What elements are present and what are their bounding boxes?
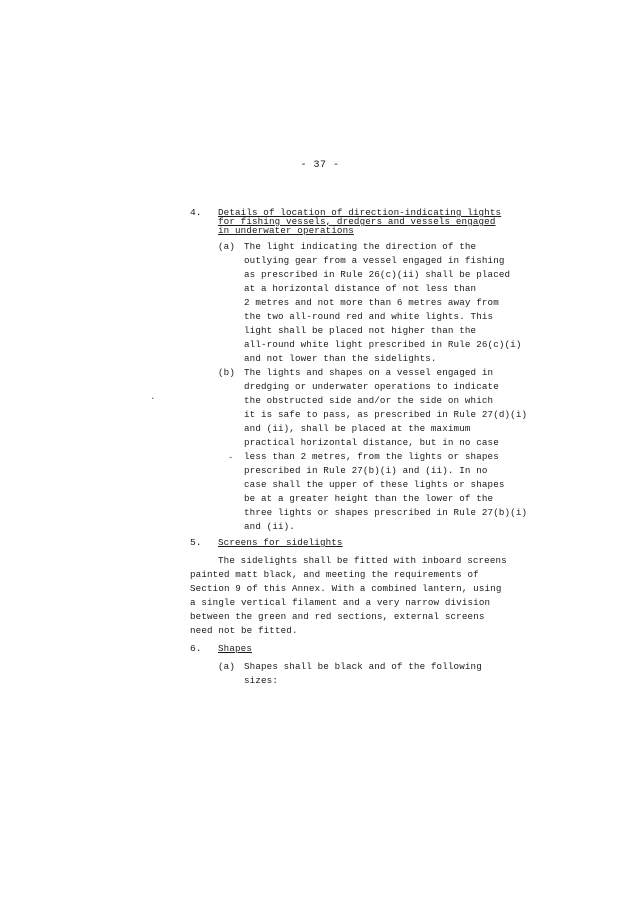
- section-4-heading-line-3: in underwater operations: [218, 225, 354, 236]
- item-6a-label: (a): [218, 661, 235, 672]
- item-4b-line: the obstructed side and/or the side on which: [244, 395, 494, 406]
- section-5-line: painted matt black, and meeting the requirements of: [190, 569, 479, 580]
- section-5-number: 5.: [190, 537, 202, 548]
- item-4a-line: all-round white light prescribed in Rule 26(c)(i): [244, 339, 522, 350]
- item-4a-label: (a): [218, 241, 235, 252]
- item-4a-line: outlying gear from a vessel engaged in fishing: [244, 255, 505, 266]
- section-4-number: 4.: [190, 207, 202, 218]
- item-4b-line: case shall the upper of these lights or shapes: [244, 479, 505, 490]
- item-4a-line: and not lower than the sidelights.: [244, 353, 437, 364]
- item-4b-line: The lights and shapes on a vessel engaged in: [244, 367, 494, 378]
- item-4b-line: and (ii).: [244, 521, 295, 532]
- section-6-heading: Shapes: [218, 643, 252, 654]
- item-4b-line: it is safe to pass, as prescribed in Rule 27(d)(i): [244, 409, 528, 420]
- section-6-number: 6.: [190, 643, 202, 654]
- item-4a-line: 2 metres and not more than 6 metres away from: [244, 297, 499, 308]
- item-6a-line: sizes:: [244, 675, 278, 686]
- item-4b-line: be at a greater height than the lower of the: [244, 493, 494, 504]
- section-5-line: need not be fitted.: [190, 625, 298, 636]
- item-4b-label: (b): [218, 367, 235, 378]
- section-5-heading: Screens for sidelights: [218, 537, 343, 548]
- item-4a-line: The light indicating the direction of the: [244, 241, 477, 252]
- section-5-line: between the green and red sections, external screens: [190, 611, 485, 622]
- item-4b-line: and (ii), shall be placed at the maximum: [244, 423, 471, 434]
- scan-mark: ·: [150, 394, 156, 404]
- item-4b-line: dredging or underwater operations to indicate: [244, 381, 499, 392]
- page-number: - 37 -: [300, 160, 340, 171]
- item-4a-line: at a horizontal distance of not less than: [244, 283, 477, 294]
- section-5-line: Section 9 of this Annex. With a combined lantern, using: [190, 583, 502, 594]
- section-5-line: The sidelights shall be fitted with inboard screens: [218, 555, 507, 566]
- section-5-line: a single vertical filament and a very narrow division: [190, 597, 491, 608]
- section-4-heading-line-2: for fishing vessels, dredgers and vessels engaged: [218, 216, 496, 227]
- item-4b-line: practical horizontal distance, but in no case: [244, 437, 499, 448]
- item-4a-line: the two all-round red and white lights. This: [244, 311, 494, 322]
- item-6a-line: Shapes shall be black and of the following: [244, 661, 482, 672]
- section-4-heading-line-1: Details of location of direction-indicating lights: [218, 207, 502, 218]
- item-4b-line: prescribed in Rule 27(b)(i) and (ii). In no: [244, 465, 488, 476]
- scan-mark: -: [228, 453, 234, 463]
- item-4b-line: less than 2 metres, from the lights or shapes: [244, 451, 499, 462]
- item-4a-line: light shall be placed not higher than the: [244, 325, 477, 336]
- item-4a-line: as prescribed in Rule 26(c)(ii) shall be placed: [244, 269, 511, 280]
- item-4b-line: three lights or shapes prescribed in Rule 27(b)(i): [244, 507, 528, 518]
